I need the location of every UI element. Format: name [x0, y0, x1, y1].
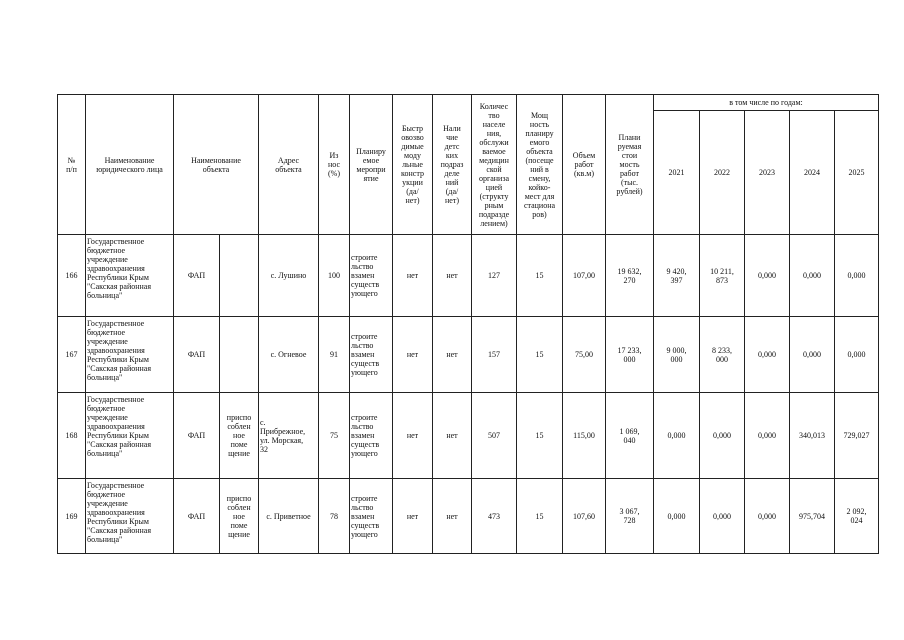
row-2021: 0,000	[654, 479, 700, 554]
header-num: № п/п	[58, 95, 86, 235]
row-legal-entity: Государственное бюджетное учреждение здравоохранения Республики Крым "Сакская районная больница"	[86, 393, 174, 479]
row-capacity: 15	[517, 317, 563, 393]
row-2023: 0,000	[745, 317, 790, 393]
row-2022: 0,000	[700, 479, 745, 554]
row-2023: 0,000	[745, 235, 790, 317]
row-2022: 0,000	[700, 393, 745, 479]
row-activity: строите льство взамен существ ующего	[350, 479, 393, 554]
row-activity: строите льство взамен существ ующего	[350, 235, 393, 317]
row-2023: 0,000	[745, 479, 790, 554]
row-2023: 0,000	[745, 393, 790, 479]
row-object: ФАП	[174, 317, 220, 393]
table-row	[58, 317, 879, 393]
row-capacity: 15	[517, 479, 563, 554]
row-num: 169	[58, 479, 86, 554]
row-2025: 0,000	[835, 317, 879, 393]
row-kids: нет	[433, 479, 472, 554]
row-legal-entity: Государственное бюджетное учреждение здравоохранения Республики Крым "Сакская районная больница"	[86, 317, 174, 393]
header-year-2025: 2025	[835, 111, 879, 235]
table-row	[58, 393, 879, 479]
row-2024: 0,000	[790, 235, 835, 317]
row-wear: 75	[319, 393, 350, 479]
row-object: ФАП	[174, 235, 220, 317]
row-address: с. Лушино	[259, 235, 319, 317]
header-planned-cost: Плани руемая стои мость работ (тыс. рублей)	[606, 95, 654, 235]
row-object: ФАП	[174, 479, 220, 554]
row-activity: строите льство взамен существ ующего	[350, 317, 393, 393]
row-2021: 0,000	[654, 393, 700, 479]
row-cost: 3 067, 728	[606, 479, 654, 554]
row-legal-entity: Государственное бюджетное учреждение здравоохранения Республики Крым "Сакская районная больница"	[86, 235, 174, 317]
header-planned-activity: Планиру емое меропри ятие	[350, 95, 393, 235]
row-volume: 115,00	[563, 393, 606, 479]
row-activity: строите льство взамен существ ующего	[350, 393, 393, 479]
row-population: 507	[472, 393, 517, 479]
row-prefab: нет	[393, 479, 433, 554]
header-address: Адрес объекта	[259, 95, 319, 235]
row-volume: 107,00	[563, 235, 606, 317]
row-2022: 8 233, 000	[700, 317, 745, 393]
row-address: с. Огневое	[259, 317, 319, 393]
row-cost: 17 233, 000	[606, 317, 654, 393]
row-object-type	[220, 317, 259, 393]
row-wear: 91	[319, 317, 350, 393]
row-num: 166	[58, 235, 86, 317]
row-volume: 107,60	[563, 479, 606, 554]
row-prefab: нет	[393, 317, 433, 393]
row-2024: 975,704	[790, 479, 835, 554]
row-num: 167	[58, 317, 86, 393]
row-prefab: нет	[393, 235, 433, 317]
row-kids: нет	[433, 317, 472, 393]
row-address: с. Приветное	[259, 479, 319, 554]
header-object-name: Наименование объекта	[174, 95, 259, 235]
table-row	[58, 235, 879, 317]
row-volume: 75,00	[563, 317, 606, 393]
row-capacity: 15	[517, 393, 563, 479]
header-prefab: Быстр овозво димые моду льные констр укции (да/ нет)	[393, 95, 433, 235]
objects-table	[57, 94, 879, 554]
row-prefab: нет	[393, 393, 433, 479]
header-year-2023: 2023	[745, 111, 790, 235]
row-2025: 0,000	[835, 235, 879, 317]
row-2021: 9 420, 397	[654, 235, 700, 317]
header-year-2024: 2024	[790, 111, 835, 235]
row-capacity: 15	[517, 235, 563, 317]
row-population: 473	[472, 479, 517, 554]
row-2025: 2 092, 024	[835, 479, 879, 554]
row-2021: 9 000, 000	[654, 317, 700, 393]
row-2022: 10 211, 873	[700, 235, 745, 317]
row-object-type: приспо соблен ное поме щение	[220, 393, 259, 479]
header-capacity: Мощ ность планиру емого объекта (посеще ний в смену, койко- мест для стациона ров)	[517, 95, 563, 235]
row-population: 157	[472, 317, 517, 393]
row-2024: 0,000	[790, 317, 835, 393]
row-object-type	[220, 235, 259, 317]
header-population: Количес тво населе ния, обслужи ваемое медицин ской организа цией (структу рным подразде лением)	[472, 95, 517, 235]
row-kids: нет	[433, 393, 472, 479]
row-address: с. Прибрежное, ул. Морская, 32	[259, 393, 319, 479]
row-object-type: приспо соблен ное поме щение	[220, 479, 259, 554]
row-cost: 19 632, 270	[606, 235, 654, 317]
table-row	[58, 479, 879, 554]
row-2025: 729,027	[835, 393, 879, 479]
row-cost: 1 069, 040	[606, 393, 654, 479]
row-legal-entity: Государственное бюджетное учреждение здравоохранения Республики Крым "Сакская районная больница"	[86, 479, 174, 554]
row-num: 168	[58, 393, 86, 479]
row-wear: 78	[319, 479, 350, 554]
row-object: ФАП	[174, 393, 220, 479]
row-2024: 340,013	[790, 393, 835, 479]
header-year-2022: 2022	[700, 111, 745, 235]
header-by-years: в том числе по годам:	[654, 95, 879, 111]
row-wear: 100	[319, 235, 350, 317]
header-wear: Из нос (%)	[319, 95, 350, 235]
row-population: 127	[472, 235, 517, 317]
header-volume: Объем работ (кв.м)	[563, 95, 606, 235]
row-kids: нет	[433, 235, 472, 317]
header-legal-entity: Наименование юридического лица	[86, 95, 174, 235]
header-year-2021: 2021	[654, 111, 700, 235]
header-kids: Нали чие детс ких подраз деле ний (да/ нет)	[433, 95, 472, 235]
